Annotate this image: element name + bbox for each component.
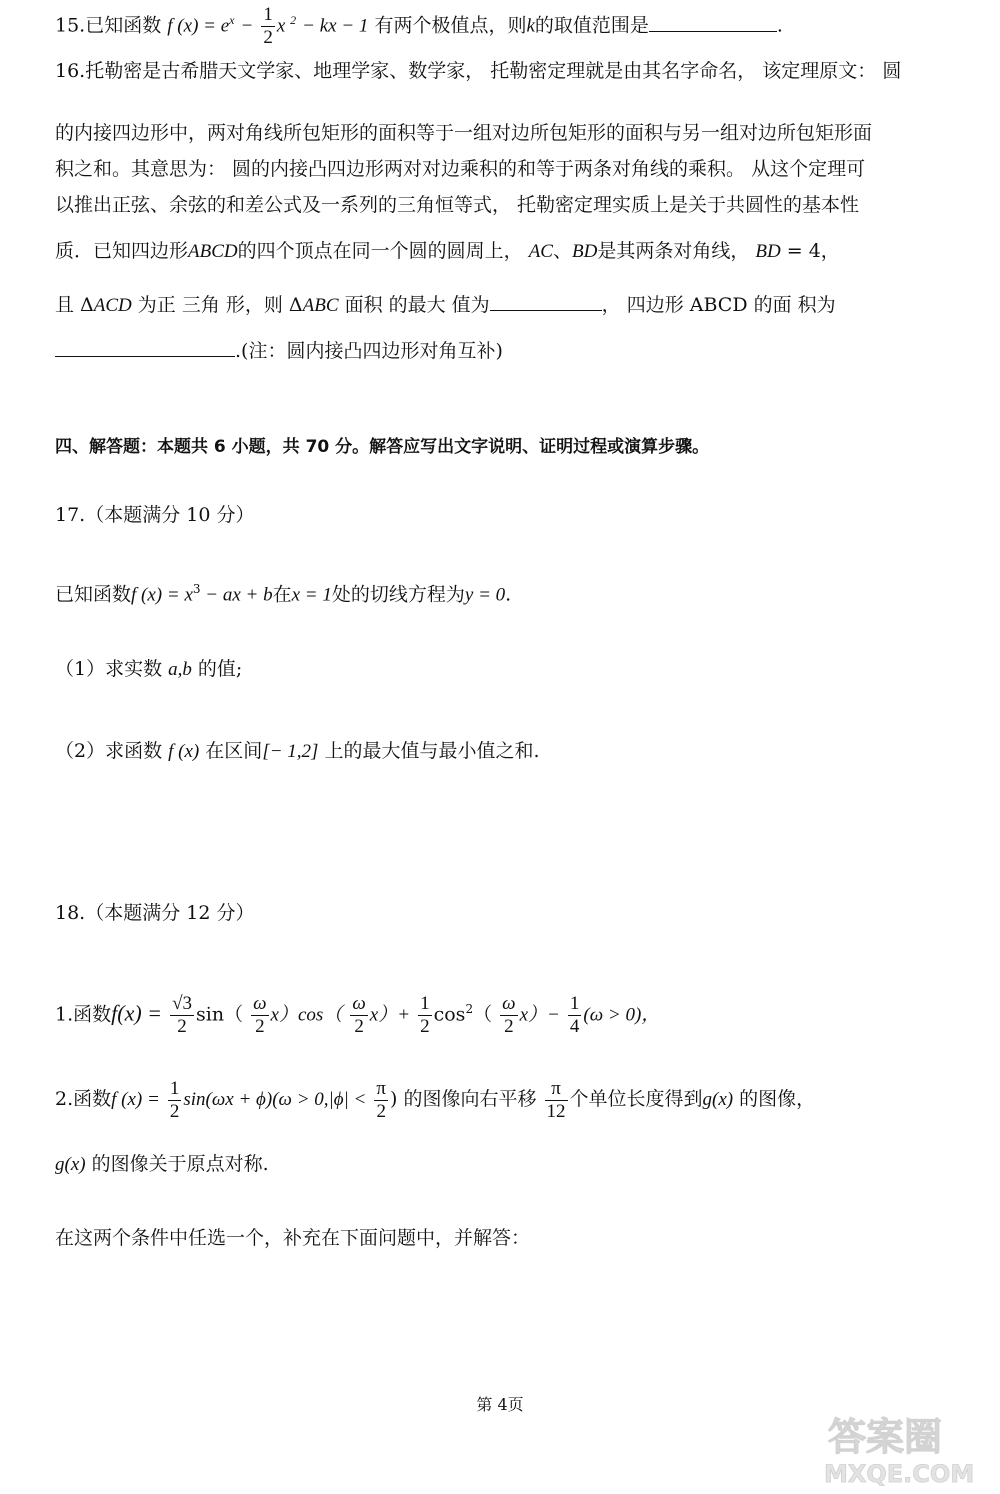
q16-line-1: 16.托勒密是古希腊天文学家、地理学家、数学家， 托勒密定理就是由其名字命名， 该定理原文： 圆 [55, 60, 902, 82]
q18-condition-1: 1.函数f(x) = $\frac{√3}{2}$ sin（ $\frac{\omega}{2}$ x）cos（ $\frac{\omega}{2}$ x）+ $\frac{1}{2}$ $\cos^2$（ $\frac{\omega}{2}$ x）− $\frac{1}{4}$ (ω > 0)， [55, 992, 661, 1037]
q17-part-1: （1）求实数 a,b 的值; [55, 658, 243, 680]
q18-header: 18.（本题满分 12 分） [55, 902, 255, 924]
q17-part-2: （2）求函数 f (x) 在区间[− 1,2] 上的最大值与最小值之和. [55, 740, 540, 762]
q18-condition-2-cont: g(x) 的图像关于原点对称. [55, 1153, 269, 1175]
q16-line-2: 的内接四边形中，两对角线所包矩形的面积等于一组对边所包矩形的面积与另一组对边所包矩形面 [55, 122, 873, 144]
q16-line-5: 质．已知四边形ABCD的四个顶点在同一个圆的圆周上， AC、BD是其两条对角线， BD = 4， [55, 240, 840, 262]
q15-answer-blank[interactable] [649, 13, 777, 32]
q17-header: 17.（本题满分 10 分） [55, 504, 255, 526]
svg-text:答案圈: 答案圈 [828, 1415, 943, 1459]
q18-c1-frac-quarter: $\frac{1}{4}$ [569, 992, 580, 1037]
q16-line-6: 且 ΔACD 为正 三角 形，则 ΔABC 面积 的最大 值为 ， 四边形 ABCD 的面 积为 [55, 294, 836, 316]
q18-c2-frac-pi-2: $\frac{\pi}{2}$ [376, 1077, 387, 1122]
q18-c1-frac-w1: $\frac{\omega}{2}$ [253, 992, 267, 1037]
q16-line-3: 积之和。其意思为： 圆的内接凸四边形两对对边乘积的和等于两条对角线的乘积。 从这个定理可 [55, 158, 866, 180]
q18-c2-frac-half: $\frac{1}{2}$ [169, 1077, 180, 1122]
q18-c2-frac-pi-12: $\frac{\pi}{12}$ [546, 1077, 566, 1122]
page-number: 第 4页 [476, 1395, 524, 1414]
q16-answer-blank-2[interactable] [55, 338, 235, 357]
svg-text:MXQE.COM: MXQE.COM [824, 1460, 975, 1488]
section-4-heading: 四、解答题：本题共 6 小题，共 70 分。解答应写出文字说明、证明过程或演算步骤。 [55, 437, 710, 457]
q18-choose-instruction: 在这两个条件中任选一个，补充在下面问题中，并解答： [55, 1227, 531, 1249]
q16-answer-blank-1[interactable] [490, 292, 602, 311]
q18-c1-frac-w2: $\frac{\omega}{2}$ [352, 992, 366, 1037]
q18-condition-2: 2.函数f (x) = $\frac{1}{2}$ sin(ωx + ϕ)(ω > 0,|ϕ| < $\frac{\pi}{2}$ ) 的图像向右平移 $\frac{\pi}{12}$ 个单位长度得到g(x) 的图像， [55, 1077, 816, 1122]
watermark-logo [810, 1408, 995, 1488]
q17-stem: 已知函数f $(x) = x^3$ − ax + b在x = 1处的切线方程为y = 0. [55, 582, 512, 606]
q16-line-7: .(注：圆内接凸四边形对角互补) [55, 338, 503, 364]
q15-fraction: $\frac{1}{2}$ [263, 4, 273, 48]
q18-c1-frac-half: $\frac{1}{2}$ [420, 992, 430, 1037]
q15-line: 15.已知函数 f $(x) = e^x$ − $\frac{1}{2}$ x $^2$ − kx − 1 有两个极值点，则k的取值范围是 . [55, 4, 783, 48]
q16-line-4: 以推出正弦、余弦的和差公式及一系列的三角恒等式， 托勒密定理实质上是关于共圆性的基本性 [55, 194, 860, 216]
q18-c1-frac-sqrt3: $\frac{√3}{2}$ [172, 992, 192, 1037]
q18-c1-frac-w3: $\frac{\omega}{2}$ [502, 992, 516, 1037]
